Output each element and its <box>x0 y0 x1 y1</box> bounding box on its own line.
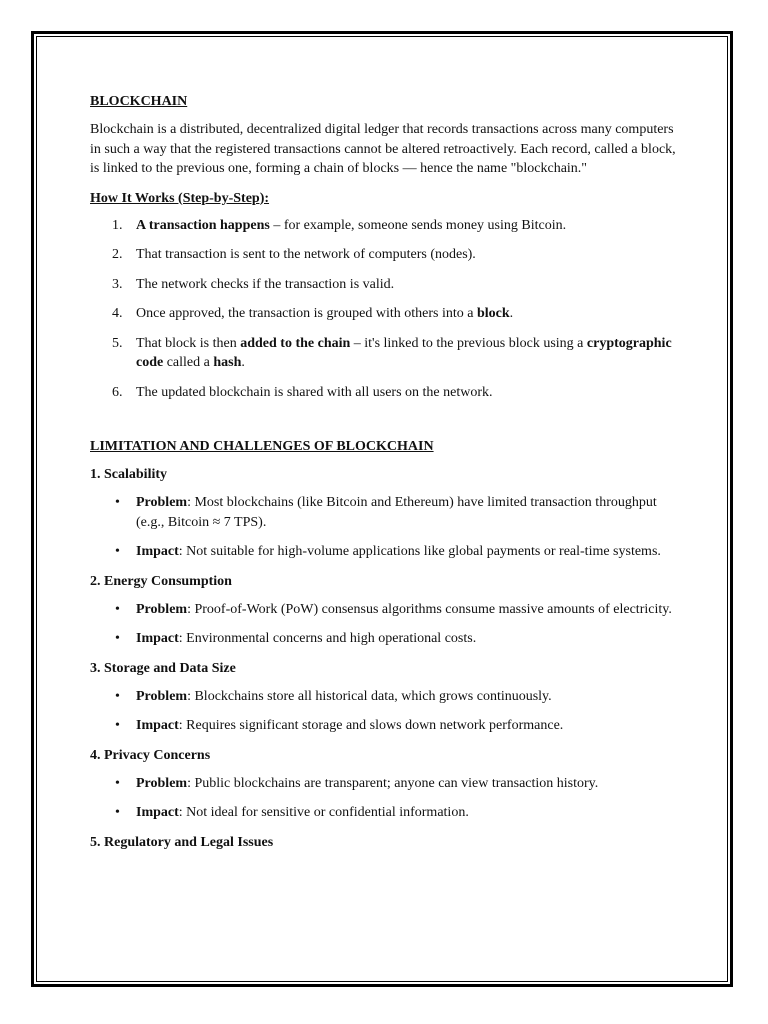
point-text: : Not ideal for sensitive or confidential information. <box>178 805 469 820</box>
point-label: Impact <box>136 544 179 559</box>
point-label: Problem <box>136 495 188 510</box>
point-item <box>90 803 685 823</box>
step-text: – for example, someone sends money using Bitcoin. <box>269 217 567 233</box>
step-number: 6. <box>112 384 123 400</box>
point-item <box>90 493 685 532</box>
point-item <box>90 687 685 707</box>
topic-points <box>90 774 685 823</box>
topic-points <box>90 687 685 736</box>
bullet-icon: • <box>115 544 120 559</box>
bullet-icon: • <box>115 805 120 820</box>
step-bold-text: block <box>476 306 510 321</box>
step-item <box>90 334 685 373</box>
document-heading: BLOCKCHAIN <box>90 94 188 109</box>
point-text: : Proof-of-Work (PoW) consensus algorithms consume massive amounts of electricity. <box>187 601 672 617</box>
step-text: . <box>509 306 514 321</box>
intro-paragraph: Blockchain is a distributed, decentralized digital ledger that records transactions across many computers in such a way that the registered transactions cannot be altered retroactively. Each record, called a block, is linked to the previous one, forming a chain of blocks — hence the name "blockchain." <box>90 122 676 176</box>
step-text: called a <box>163 355 214 370</box>
step-text: – it's linked to the previous block using a <box>350 335 587 351</box>
bullet-icon: • <box>115 601 120 617</box>
step-text: The network checks if the transaction is valid. <box>136 276 395 292</box>
point-item <box>90 629 685 649</box>
document-body <box>90 92 685 861</box>
bullet-icon: • <box>115 718 120 733</box>
step-text: The updated blockchain is shared with all users on the network. <box>136 384 493 400</box>
step-number: 5. <box>112 335 123 351</box>
bullet-icon: • <box>115 775 120 791</box>
point-text: : Public blockchains are transparent; anyone can view transaction history. <box>187 775 599 791</box>
step-item <box>90 383 685 403</box>
step-item <box>90 304 685 324</box>
step-text: Once approved, the transaction is grouped with others into a <box>136 306 477 321</box>
topic-points <box>90 493 685 562</box>
topic-heading: 5. Regulatory and Legal Issues <box>90 834 274 850</box>
step-bold-text: cryptographic code <box>136 335 672 370</box>
bullet-icon: • <box>115 495 120 510</box>
limitations-heading: LIMITATION AND CHALLENGES OF BLOCKCHAIN <box>90 439 434 454</box>
point-label: Problem <box>136 601 188 617</box>
point-label: Impact <box>136 718 179 733</box>
step-item <box>90 216 685 236</box>
topic-heading: 1. Scalability <box>90 467 168 482</box>
point-item <box>90 774 685 794</box>
step-number: 2. <box>112 247 123 262</box>
step-number: 1. <box>112 217 123 233</box>
step-bold-text: added to the chain <box>240 335 351 351</box>
point-label: Impact <box>136 805 179 820</box>
point-text: : Blockchains store all historical data, which grows continuously. <box>187 688 552 704</box>
step-number: 3. <box>112 276 123 292</box>
point-item <box>90 716 685 736</box>
point-text: : Requires significant storage and slows down network performance. <box>178 718 564 733</box>
point-label: Impact <box>136 631 179 646</box>
step-item <box>90 245 685 265</box>
bullet-icon: • <box>115 688 120 704</box>
topic-heading: 4. Privacy Concerns <box>90 747 211 763</box>
steps-list <box>90 216 685 403</box>
bullet-icon: • <box>115 631 120 646</box>
topic-heading: 2. Energy Consumption <box>90 573 232 589</box>
point-text: : Environmental concerns and high operational costs. <box>178 631 477 646</box>
step-number: 4. <box>112 306 123 321</box>
topic-heading: 3. Storage and Data Size <box>90 660 236 676</box>
how-it-works-heading: How It Works (Step-by-Step): <box>90 190 270 206</box>
step-bold-text: A transaction happens <box>136 217 270 233</box>
step-text: That transaction is sent to the network of computers (nodes). <box>136 247 476 262</box>
point-text: : Most blockchains (like Bitcoin and Ethereum) have limited transaction throughput (e.g., Bitcoin ≈ 7 TPS). <box>136 495 657 530</box>
point-label: Problem <box>136 775 188 791</box>
step-text: . <box>241 355 245 370</box>
step-text: That block is then <box>136 335 241 351</box>
point-text: : Not suitable for high-volume applications like global payments or real-time systems. <box>178 544 661 559</box>
step-item <box>90 275 685 295</box>
point-label: Problem <box>136 688 188 704</box>
topic-points <box>90 600 685 649</box>
point-item <box>90 542 685 562</box>
step-bold-text: hash <box>213 355 242 370</box>
point-item <box>90 600 685 620</box>
